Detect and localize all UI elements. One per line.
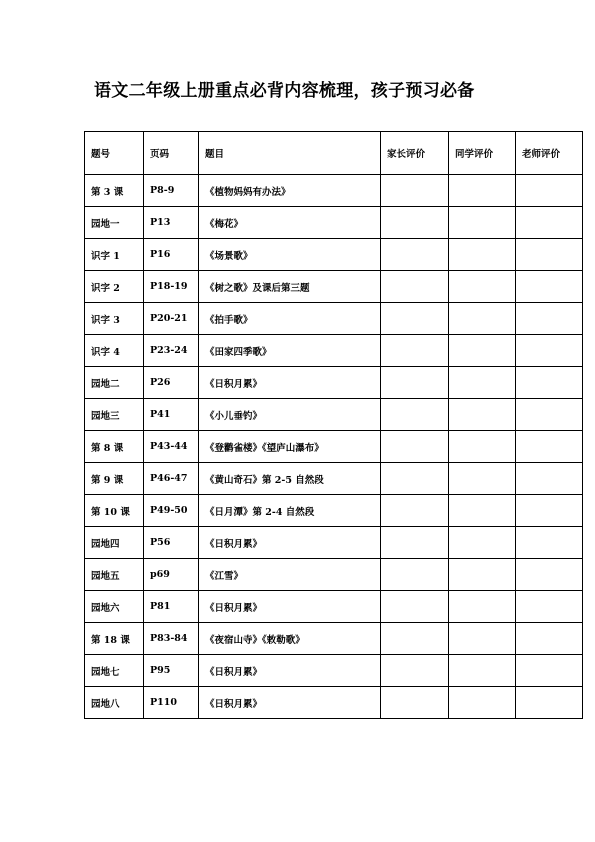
cell-classmate-review[interactable] bbox=[449, 687, 516, 719]
cell-lesson: 园地八 bbox=[85, 687, 144, 719]
cell-classmate-review[interactable] bbox=[449, 655, 516, 687]
cell-lesson: 园地四 bbox=[85, 527, 144, 559]
cell-lesson: 识字 3 bbox=[85, 303, 144, 335]
cell-classmate-review[interactable] bbox=[449, 303, 516, 335]
table-header bbox=[85, 132, 583, 175]
table-row bbox=[85, 271, 583, 303]
cell-classmate-review[interactable] bbox=[449, 271, 516, 303]
table-row bbox=[85, 399, 583, 431]
cell-teacher-review[interactable] bbox=[516, 399, 583, 431]
cell-page: P110 bbox=[144, 687, 199, 719]
cell-page: P20-21 bbox=[144, 303, 199, 335]
table-row bbox=[85, 239, 583, 271]
cell-topic: 《夜宿山寺》《敕勒歌》 bbox=[199, 623, 381, 655]
cell-lesson: 第 8 课 bbox=[85, 431, 144, 463]
cell-topic: 《树之歌》及课后第三题 bbox=[199, 271, 381, 303]
cell-classmate-review[interactable] bbox=[449, 623, 516, 655]
cell-page: P46-47 bbox=[144, 463, 199, 495]
cell-lesson: 园地二 bbox=[85, 367, 144, 399]
cell-topic: 《日积月累》 bbox=[199, 655, 381, 687]
cell-parent-review[interactable] bbox=[381, 207, 449, 239]
cell-topic: 《登鹳雀楼》《望庐山瀑布》 bbox=[199, 431, 381, 463]
table-row bbox=[85, 623, 583, 655]
header-classmate-review: 同学评价 bbox=[449, 132, 516, 175]
cell-lesson: 第 18 课 bbox=[85, 623, 144, 655]
cell-page: P16 bbox=[144, 239, 199, 271]
table-row bbox=[85, 495, 583, 527]
cell-classmate-review[interactable] bbox=[449, 591, 516, 623]
cell-parent-review[interactable] bbox=[381, 239, 449, 271]
cell-topic: 《拍手歌》 bbox=[199, 303, 381, 335]
cell-page: P43-44 bbox=[144, 431, 199, 463]
cell-classmate-review[interactable] bbox=[449, 239, 516, 271]
cell-topic: 《江雪》 bbox=[199, 559, 381, 591]
recitation-checklist-table bbox=[84, 131, 583, 719]
cell-lesson: 第 9 课 bbox=[85, 463, 144, 495]
cell-parent-review[interactable] bbox=[381, 399, 449, 431]
cell-classmate-review[interactable] bbox=[449, 463, 516, 495]
cell-topic: 《日月潭》第 2-4 自然段 bbox=[199, 495, 381, 527]
cell-teacher-review[interactable] bbox=[516, 495, 583, 527]
cell-parent-review[interactable] bbox=[381, 335, 449, 367]
cell-teacher-review[interactable] bbox=[516, 335, 583, 367]
cell-topic: 《日积月累》 bbox=[199, 527, 381, 559]
cell-parent-review[interactable] bbox=[381, 303, 449, 335]
cell-teacher-review[interactable] bbox=[516, 655, 583, 687]
table-row bbox=[85, 463, 583, 495]
cell-page: P41 bbox=[144, 399, 199, 431]
cell-topic: 《田家四季歌》 bbox=[199, 335, 381, 367]
table-row bbox=[85, 367, 583, 399]
cell-parent-review[interactable] bbox=[381, 271, 449, 303]
cell-page: P83-84 bbox=[144, 623, 199, 655]
cell-classmate-review[interactable] bbox=[449, 431, 516, 463]
cell-page: P13 bbox=[144, 207, 199, 239]
cell-parent-review[interactable] bbox=[381, 655, 449, 687]
cell-teacher-review[interactable] bbox=[516, 687, 583, 719]
cell-parent-review[interactable] bbox=[381, 495, 449, 527]
header-topic: 题目 bbox=[199, 132, 381, 175]
table-row bbox=[85, 303, 583, 335]
cell-page: P95 bbox=[144, 655, 199, 687]
cell-lesson: 识字 1 bbox=[85, 239, 144, 271]
cell-topic: 《日积月累》 bbox=[199, 687, 381, 719]
cell-parent-review[interactable] bbox=[381, 559, 449, 591]
cell-classmate-review[interactable] bbox=[449, 175, 516, 207]
cell-page: p69 bbox=[144, 559, 199, 591]
table-row bbox=[85, 207, 583, 239]
header-row bbox=[85, 132, 583, 175]
cell-teacher-review[interactable] bbox=[516, 623, 583, 655]
table-body bbox=[85, 175, 583, 719]
cell-page: P26 bbox=[144, 367, 199, 399]
cell-topic: 《日积月累》 bbox=[199, 367, 381, 399]
cell-classmate-review[interactable] bbox=[449, 207, 516, 239]
cell-classmate-review[interactable] bbox=[449, 495, 516, 527]
cell-page: P49-50 bbox=[144, 495, 199, 527]
cell-lesson: 园地七 bbox=[85, 655, 144, 687]
cell-teacher-review[interactable] bbox=[516, 591, 583, 623]
table-row bbox=[85, 335, 583, 367]
table-row bbox=[85, 559, 583, 591]
cell-teacher-review[interactable] bbox=[516, 463, 583, 495]
cell-lesson: 识字 4 bbox=[85, 335, 144, 367]
cell-teacher-review[interactable] bbox=[516, 271, 583, 303]
cell-classmate-review[interactable] bbox=[449, 399, 516, 431]
cell-teacher-review[interactable] bbox=[516, 207, 583, 239]
cell-topic: 《日积月累》 bbox=[199, 591, 381, 623]
cell-lesson: 第 10 课 bbox=[85, 495, 144, 527]
cell-lesson: 园地三 bbox=[85, 399, 144, 431]
cell-parent-review[interactable] bbox=[381, 687, 449, 719]
cell-topic: 《植物妈妈有办法》 bbox=[199, 175, 381, 207]
table-row bbox=[85, 687, 583, 719]
cell-topic: 《黄山奇石》第 2-5 自然段 bbox=[199, 463, 381, 495]
header-page: 页码 bbox=[144, 132, 199, 175]
cell-teacher-review[interactable] bbox=[516, 175, 583, 207]
header-parent-review: 家长评价 bbox=[381, 132, 449, 175]
table-row bbox=[85, 591, 583, 623]
table-row bbox=[85, 431, 583, 463]
cell-page: P81 bbox=[144, 591, 199, 623]
header-lesson: 题号 bbox=[85, 132, 144, 175]
cell-classmate-review[interactable] bbox=[449, 559, 516, 591]
table-row bbox=[85, 175, 583, 207]
cell-parent-review[interactable] bbox=[381, 527, 449, 559]
cell-topic: 《小儿垂钓》 bbox=[199, 399, 381, 431]
cell-page: P23-24 bbox=[144, 335, 199, 367]
cell-teacher-review[interactable] bbox=[516, 239, 583, 271]
cell-parent-review[interactable] bbox=[381, 591, 449, 623]
cell-page: P8-9 bbox=[144, 175, 199, 207]
cell-classmate-review[interactable] bbox=[449, 367, 516, 399]
cell-classmate-review[interactable] bbox=[449, 335, 516, 367]
cell-teacher-review[interactable] bbox=[516, 303, 583, 335]
cell-lesson: 第 3 课 bbox=[85, 175, 144, 207]
cell-teacher-review[interactable] bbox=[516, 527, 583, 559]
cell-parent-review[interactable] bbox=[381, 175, 449, 207]
cell-teacher-review[interactable] bbox=[516, 559, 583, 591]
cell-lesson: 园地五 bbox=[85, 559, 144, 591]
cell-lesson: 园地六 bbox=[85, 591, 144, 623]
table-row bbox=[85, 527, 583, 559]
document-title: 语文二年级上册重点必背内容梳理，孩子预习必备 bbox=[94, 81, 475, 101]
cell-classmate-review[interactable] bbox=[449, 527, 516, 559]
cell-parent-review[interactable] bbox=[381, 367, 449, 399]
cell-parent-review[interactable] bbox=[381, 463, 449, 495]
cell-topic: 《梅花》 bbox=[199, 207, 381, 239]
cell-page: P56 bbox=[144, 527, 199, 559]
cell-topic: 《场景歌》 bbox=[199, 239, 381, 271]
cell-parent-review[interactable] bbox=[381, 431, 449, 463]
header-teacher-review: 老师评价 bbox=[516, 132, 583, 175]
cell-teacher-review[interactable] bbox=[516, 431, 583, 463]
table-row bbox=[85, 655, 583, 687]
cell-page: P18-19 bbox=[144, 271, 199, 303]
cell-lesson: 园地一 bbox=[85, 207, 144, 239]
cell-teacher-review[interactable] bbox=[516, 367, 583, 399]
cell-lesson: 识字 2 bbox=[85, 271, 144, 303]
cell-parent-review[interactable] bbox=[381, 623, 449, 655]
